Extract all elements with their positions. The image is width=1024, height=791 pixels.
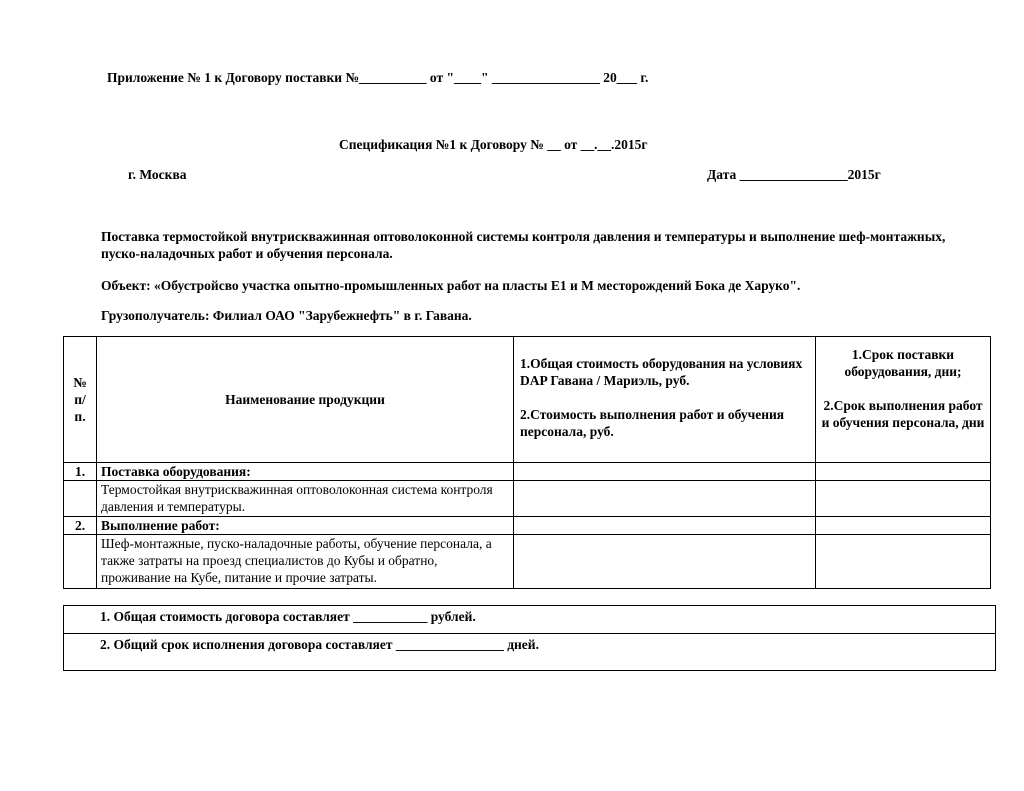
city-label: г. Москва <box>128 167 187 182</box>
row-name: Шеф-монтажные, пуско-наладочные работы, обучение персонала, а также затраты на проезд специалистов до Кубы и обратно, проживание на Кубе, питание и прочие затраты. <box>97 535 514 589</box>
header-cost-1: 1.Общая стоимость оборудования на условиях DAP Гавана / Мариэль, руб. <box>520 356 803 388</box>
appendix-heading: Приложение № 1 к Договору поставки №__________ от "____" ________________ 20___ г. <box>107 70 649 85</box>
date-line: Дата ________________2015г <box>707 167 881 182</box>
table-row <box>64 517 991 535</box>
header-term-2: 2.Срок выполнения работ и обучения персонала, дни <box>821 398 985 430</box>
row-number <box>64 481 97 517</box>
header-number-text: № п/ п. <box>73 375 87 424</box>
totals-row <box>64 606 996 634</box>
row-cost-cell <box>514 535 816 589</box>
row-cost-cell <box>514 481 816 517</box>
total-term-line: 2. Общий срок исполнения договора составляет ________________ дней. <box>64 634 996 671</box>
spec-title: Спецификация №1 к Договору № __ от __.__.2015г <box>339 137 648 152</box>
table-row <box>64 481 991 517</box>
row-name: Выполнение работ: <box>97 517 514 535</box>
header-term-1: 1.Срок поставки оборудования, дни; <box>844 347 962 379</box>
row-number: 1. <box>64 463 97 481</box>
row-term-cell <box>816 517 991 535</box>
specification-table <box>63 336 991 589</box>
supply-description: Поставка термостойкой внутрискважинная оптоволоконной системы контроля давления и температуры и выполнение шеф-монтажных, пуско-наладочных работ и обучения персонала. <box>101 229 946 261</box>
table-row <box>64 535 991 589</box>
header-term <box>816 337 991 463</box>
row-term-cell <box>816 463 991 481</box>
row-number <box>64 535 97 589</box>
row-cost-cell <box>514 517 816 535</box>
total-cost-line: 1. Общая стоимость договора составляет ___________ рублей. <box>64 606 996 634</box>
consignee-line: Грузополучатель: Филиал ОАО "Зарубежнефть" в г. Гавана. <box>101 308 472 323</box>
table-header-row <box>64 337 991 463</box>
totals-table <box>63 605 996 671</box>
header-number <box>64 337 97 463</box>
object-line: Объект: «Обустройсво участка опытно-промышленных работ на пласты Е1 и М месторождений Бока де Харуко". <box>101 278 801 293</box>
row-cost-cell <box>514 463 816 481</box>
row-number: 2. <box>64 517 97 535</box>
header-product-name: Наименование продукции <box>97 337 514 463</box>
row-name: Термостойкая внутрискважинная оптоволоконная система контроля давления и температуры. <box>97 481 514 517</box>
row-term-cell <box>816 535 991 589</box>
table-row <box>64 463 991 481</box>
header-cost <box>514 337 816 463</box>
row-name: Поставка оборудования: <box>97 463 514 481</box>
totals-row <box>64 634 996 671</box>
header-cost-2: 2.Стоимость выполнения работ и обучения персонала, руб. <box>520 407 785 439</box>
row-term-cell <box>816 481 991 517</box>
